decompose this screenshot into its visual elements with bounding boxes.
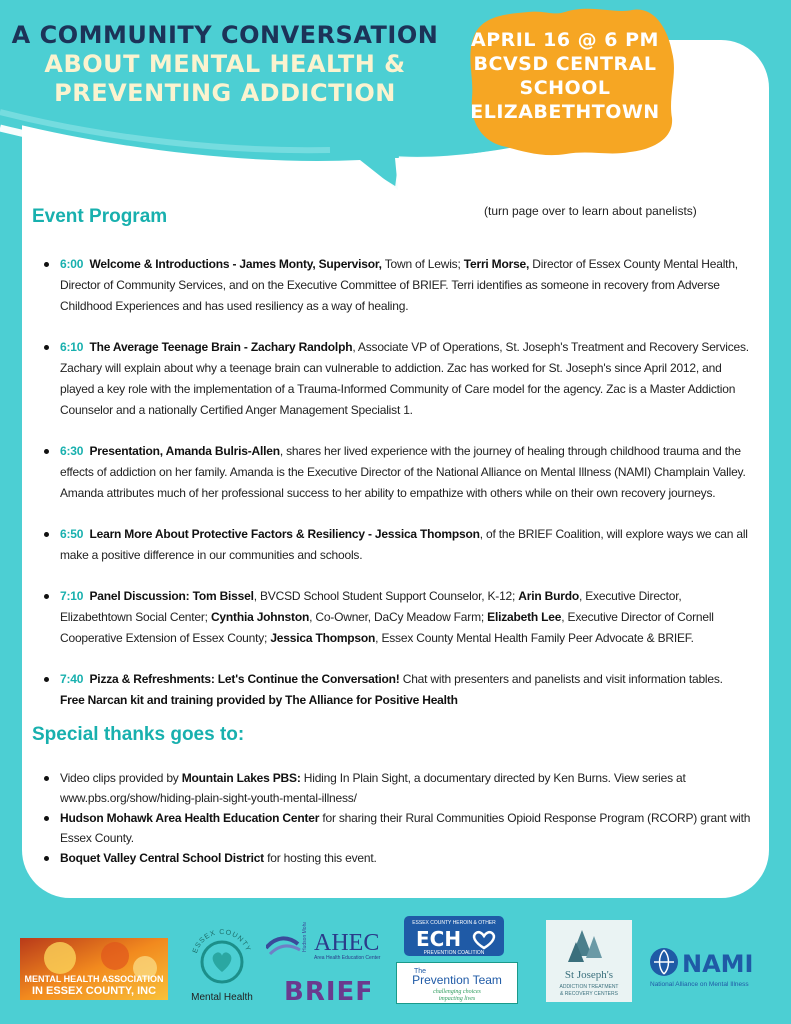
heart-icon xyxy=(213,952,232,972)
turn-page-note: (turn page over to learn about panelists) xyxy=(484,204,697,218)
thanks-bold: Boquet Valley Central School District xyxy=(60,851,264,865)
program-item-710 xyxy=(44,586,756,649)
program-item-650 xyxy=(44,524,756,566)
prevention-team-logo xyxy=(396,962,518,1004)
program-bold: Elizabeth Lee xyxy=(487,610,562,624)
thanks-bold: Mountain Lakes PBS: xyxy=(181,771,301,785)
program-time: 6:50 xyxy=(60,527,84,541)
program-text: Chat with presenters and panelists and visit information tables. xyxy=(399,672,723,686)
program-text: , Executive Director of Cornell Cooperative Extension of Essex County; xyxy=(60,610,714,645)
program-bold: Cynthia Johnston xyxy=(210,610,310,624)
program-bold: Terri Morse, xyxy=(463,257,530,271)
program-text: , Associate VP of Operations, St. Joseph's Treatment and Recovery Services. Zachary will explain about why a teenage brain can vulnerable to addiction. Zac has worked for St. Joseph's since April 2012, and played a key role with the implementation of a Trauma-Informed Community of Care model for the agency. Zac is a Master Addiction Counselor and a nationally Certified Anger Management Specialist 1. xyxy=(60,340,749,417)
program-text: , Executive Director, Elizabethtown Social Center; xyxy=(60,589,682,624)
badge-line-2: BCVSD CENTRAL xyxy=(473,53,657,75)
mha-logo xyxy=(20,938,168,1000)
thanks-text: Hiding In Plain Sight, a documentary directed by Ken Burns. View series at www.pbs.org/show/hiding-plain-sight-youth-mental-illness/ xyxy=(60,771,686,805)
badge-line-1: APRIL 16 @ 6 PM xyxy=(471,29,659,51)
date-badge-text xyxy=(470,28,660,124)
thanks-item-bvcsd xyxy=(44,848,756,868)
thanks-text: Video clips provided by xyxy=(60,771,182,785)
ecmh-arc: ESSEX COUNTY xyxy=(191,928,252,955)
title-line-1: A COMMUNITY CONVERSATION xyxy=(11,21,439,49)
narcan-line: Free Narcan kit and training provided by The Alliance for Positive Health xyxy=(60,693,458,707)
program-item-610 xyxy=(44,337,756,421)
prevention-sub-1: challenging choices xyxy=(433,989,481,995)
title-line-3: PREVENTING ADDICTION xyxy=(54,79,396,107)
program-title: Learn More About Protective Factors & Resiliency - Jessica Thompson xyxy=(89,527,480,541)
brief-logo xyxy=(280,970,370,1006)
header-title xyxy=(0,20,450,108)
program-time: 7:40 xyxy=(60,672,84,686)
program-time: 6:30 xyxy=(60,444,84,458)
program-title: Welcome & Introductions - James Monty, Supervisor, xyxy=(89,257,382,271)
special-thanks-heading: Special thanks goes to: xyxy=(32,724,245,745)
ahec-logo xyxy=(266,922,392,962)
echo-main: ECH xyxy=(416,927,462,951)
program-text: , Co-Owner, DaCy Meadow Farm; xyxy=(309,610,488,624)
ecmh-logo xyxy=(182,920,262,1004)
ahec-main: AHEC xyxy=(314,930,380,956)
ahec-side: Hudson Mohawk xyxy=(302,922,308,952)
program-item-740 xyxy=(44,669,756,711)
prevention-sub-2: impacting lives xyxy=(438,996,476,1002)
badge-line-4: ELIZABETHTOWN xyxy=(470,101,660,123)
program-text: Town of Lewis; xyxy=(381,257,464,271)
thanks-item-ahec xyxy=(44,808,756,848)
ahec-sub: Area Health Education Center xyxy=(314,955,381,961)
program-title: Pizza & Refreshments: Let's Continue the Conversation! xyxy=(89,672,400,686)
program-bold: Jessica Thompson xyxy=(270,631,376,645)
program-text: , BVCSD School Student Support Counselor, K-12; xyxy=(253,589,519,603)
stjoseph-main: St Joseph's xyxy=(564,969,614,981)
program-time: 7:10 xyxy=(60,589,84,603)
nami-main: NAMI xyxy=(682,950,754,978)
thanks-item-pbs xyxy=(44,768,756,808)
prevention-main: Prevention Team xyxy=(412,973,502,987)
program-title: Presentation, Amanda Bulris-Allen xyxy=(89,444,280,458)
mha-line-2: IN ESSEX COUNTY, INC xyxy=(31,985,157,997)
nami-logo xyxy=(648,944,772,988)
echo-top: ESSEX COUNTY HEROIN & OTHER xyxy=(412,920,496,926)
program-item-630 xyxy=(44,441,756,504)
stjoseph-sub-2: & RECOVERY CENTERS xyxy=(560,991,618,997)
program-bold: Arin Burdo xyxy=(518,589,579,603)
mha-line-1: MENTAL HEALTH ASSOCIATION xyxy=(24,974,164,984)
program-item-600 xyxy=(44,254,756,317)
badge-line-3: SCHOOL xyxy=(519,77,611,99)
program-text: , of the BRIEF Coalition, will explore ways we can all make a positive difference in our communities and schools. xyxy=(60,527,748,562)
st-josephs-logo xyxy=(546,920,632,1002)
thanks-bold: Hudson Mohawk Area Health Education Center xyxy=(60,811,320,825)
program-time: 6:10 xyxy=(60,340,84,354)
program-time: 6:00 xyxy=(60,257,84,271)
thanks-list xyxy=(44,768,756,868)
program-list xyxy=(44,254,756,731)
program-title: The Average Teenage Brain - Zachary Randolph xyxy=(89,340,353,354)
title-line-2: ABOUT MENTAL HEALTH & xyxy=(44,50,406,78)
echo-logo xyxy=(404,916,504,956)
program-text: , shares her lived experience with the journey of healing through childhood trauma and the effects of addiction on her family. Amanda is the Executive Director of the National Alliance on Mental Illness (NAMI) Champlain Valley. Amanda attributes much of her professional success to her ability to empathize with others while on their own recovery journeys. xyxy=(60,444,746,500)
program-text: Director of Essex County Mental Health, Director of Community Services, and on the Executive Committee of BRIEF. Terri identifies as someone in recovery from Adverse Childhood Experiences and has used resiliency as a way of healing. xyxy=(60,257,738,313)
thanks-text: for hosting this event. xyxy=(263,851,377,865)
brief-text: BRIEF xyxy=(284,977,370,1006)
event-program-heading: Event Program xyxy=(32,206,168,227)
prevention-the: The xyxy=(414,968,427,975)
echo-sub: PREVENTION COALITION xyxy=(423,950,485,956)
nami-sub: National Alliance on Mental Illness xyxy=(650,981,749,988)
stjoseph-sub-1: ADDICTION TREATMENT xyxy=(559,984,619,990)
program-title: Panel Discussion: Tom Bissel xyxy=(89,589,254,603)
thanks-text: for sharing their Rural Communities Opioid Response Program (RCORP) grant with Essex County. xyxy=(60,811,751,845)
ecmh-label: Mental Health xyxy=(191,992,253,1003)
program-text: , Essex County Mental Health Family Peer Advocate & BRIEF. xyxy=(375,631,694,645)
